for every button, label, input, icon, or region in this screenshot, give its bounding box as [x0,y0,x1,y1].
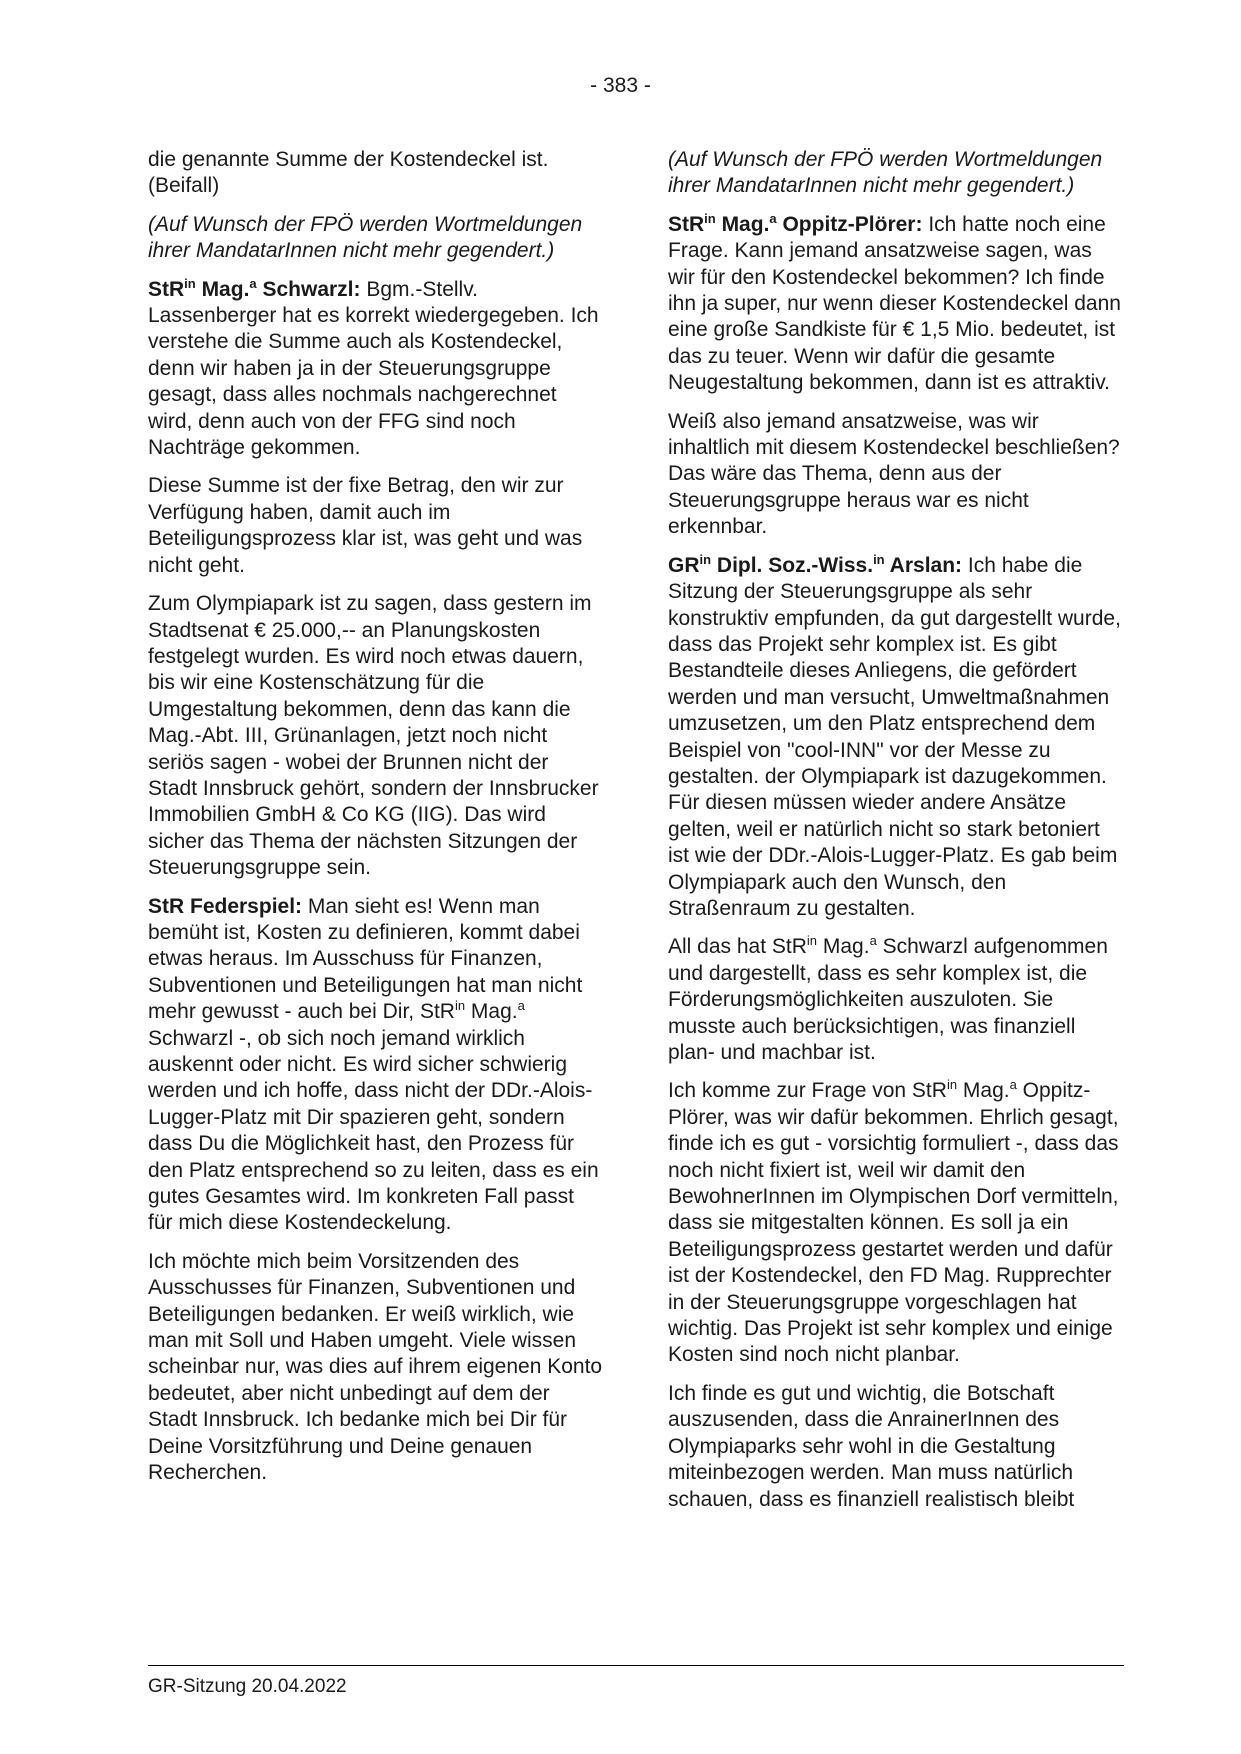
editorial-note: (Auf Wunsch der FPÖ werden Wortmeldungen ihrer MandatarInnen nicht mehr gegendert.) [668,148,1103,198]
speech-paragraph: StR Federspiel: Man sieht es! Wenn man bemüht ist, Kosten zu definieren, kommt dabei etwas heraus. Im Ausschuss für Finanzen, Subventionen und Beteiligungen hat man nicht mehr gewusst - auch bei Dir, StR$^{in}$ Mag.$^a$ Schwarzl -, ob sich noch jemand wirklich auskennt oder nicht. Es wird sicher schwierig werden und ich hoffe, dass nicht der DDr.-Alois-Lugger-Platz mit Dir spazieren geht, sondern dass Du die Möglichkeit hast, den Prozess für den Platz entsprechend so zu leiten, dass es ein gutes Gesamtes wird. Im konkreten Fall passt für mich diese Kostendeckelung. [148,894,599,1235]
paragraph: Ich möchte mich beim Vorsitzenden des Ausschusses für Finanzen, Subventionen und Beteiligungen bedanken. Er weiß wirklich, wie man mit Soll und Haben umgeht. Viele wissen scheinbar nur, was dies auf ihrem eigenen Konto bedeutet, aber nicht unbedingt auf dem der Stadt Innsbruck. Ich bedanke mich bei Dir für Deine Vorsitzführung und Deine genauen Recherchen. [148,1249,603,1485]
footer-divider [148,1665,1124,1666]
right-column [668,147,1124,1525]
left-column [148,147,603,1499]
page-number: - 383 - [590,74,651,97]
speaker-name: StR$^{in}$ Mag.$^a$ Oppitz-Plörer: [668,210,923,236]
speaker-name: StR Federspiel: [148,894,303,918]
paragraph: Ich finde es gut und wichtig, die Botschaft auszusenden, dass die AnrainerInnen des Olympiaparks sehr wohl in die Gestaltung miteinbezogen werden. Man muss natürlich schauen, dass es finanziell realistisch bleibt [668,1381,1075,1511]
speaker-name: StR$^{in}$ Mag.$^a$ Schwarzl: [148,275,361,301]
speech-text: Ich hatte noch eine Frage. Kann jemand ansatzweise sagen, was wir für den Kostendeckel bekommen? Ich finde ihn ja super, nur wenn dieser Kostendeckel dann eine große Sandkiste für € 1,5 Mio. bedeutet, ist das zu teuer. Wenn wir dafür die gesamte Neugestaltung bekommen, dann ist es attraktiv. [668,212,1121,395]
speech-text: Bgm.-Stellv. Lassenberger hat es korrekt wiedergegeben. Ich verstehe die Summe auch als Kostendeckel, denn wir haben ja in der Steuerungsgruppe gesagt, dass alles nochmals nachgerechnet wird, denn auch von der FFG sind noch Nachträge gekommen. [148,277,599,460]
speech-paragraph [668,553,1124,923]
paragraph: Ich komme zur Frage von StR$^{in}$ Mag.$^a$ Oppitz-Plörer, was wir dafür bekommen. Ehrlich gesagt, finde ich es gut - vorsichtig formuliert -, dass das noch nicht fixiert ist, weil wir damit den BewohnerInnen im Olympischen Dorf vermitteln, dass sie mitgestalten können. Es soll ja ein Beteiligungsprozess gestartet werden und dafür ist der Kostendeckel, den FD Mag. Rupprechter in der Steuerungsgruppe vorgeschlagen hat wichtig. Das Projekt ist sehr komplex und einige Kosten sind noch nicht planbar. [668,1077,1119,1367]
speaker-name: $GR^{in}$ Dipl. Soz.-Wiss.$^{in}$ Arslan: [668,551,963,577]
speech-paragraph [148,277,603,462]
speech-paragraph [668,212,1124,397]
editorial-note: (Auf Wunsch der FPÖ werden Wortmeldungen ihrer MandatarInnen nicht mehr gegendert.) [148,212,583,263]
speech-text: Ich habe die Sitzung der Steuerungsgruppe als sehr konstruktiv empfunden, da gut dargestellt wurde, dass das Projekt sehr komplex ist. Es gibt Bestandteile dieses Anliegens, die gefördert werden und man versucht, Umweltmaßnahmen umzusetzen, um den Platz entsprechend dem Beispiel von "cool-INN" vor der Messe zu gestalten. der Olympiapark ist dazugekommen. Für diesen müssen wieder andere Ansätze gelten, weil er natürlich nicht so stark betoniert ist wie der DDr.-Alois-Lugger-Platz. Es gab beim Olympiapark auch den Wunsch, den Straßenraum zu gestalten. [668,553,1121,920]
paragraph: die genannte Summe der Kostendeckel ist. (Beifall) [148,148,549,198]
footer-text: GR-Sitzung 20.04.2022 [148,1676,347,1697]
paragraph: All das hat StR$^{in}$ Mag.$^a$ Schwarzl aufgenommen und dargestellt, dass es sehr komplex ist, die Förderungsmöglichkeiten auszuloten. Sie musste auch berücksichtigen, was finanziell plan- und machbar ist. [668,933,1108,1064]
paragraph: Zum Olympiapark ist zu sagen, dass gestern im Stadtsenat € 25.000,-- an Planungskosten festgelegt wurden. Es wird noch etwas dauern, bis wir eine Kostenschätzung für die Umgestaltung bekommen, denn das kann die Mag.-Abt. III, Grünanlagen, jetzt noch nicht seriös sagen - wobei der Brunnen nicht der Stadt Innsbruck gehört, sondern der Innsbrucker Immobilien GmbH & Co KG (IIG). Das wird sicher das Thema der nächsten Sitzungen der Steuerungsgruppe sein. [148,592,599,880]
paragraph: Diese Summe ist der fixe Betrag, den wir zur Verfügung haben, damit auch im Beteiligungsprozess klar ist, was geht und was nicht geht. [148,474,583,577]
paragraph: Weiß also jemand ansatzweise, was wir inhaltlich mit diesem Kostendeckel beschließen? Das wäre das Thema, denn aus der Steuerungsgruppe heraus war es nicht erkennbar. [668,409,1120,539]
